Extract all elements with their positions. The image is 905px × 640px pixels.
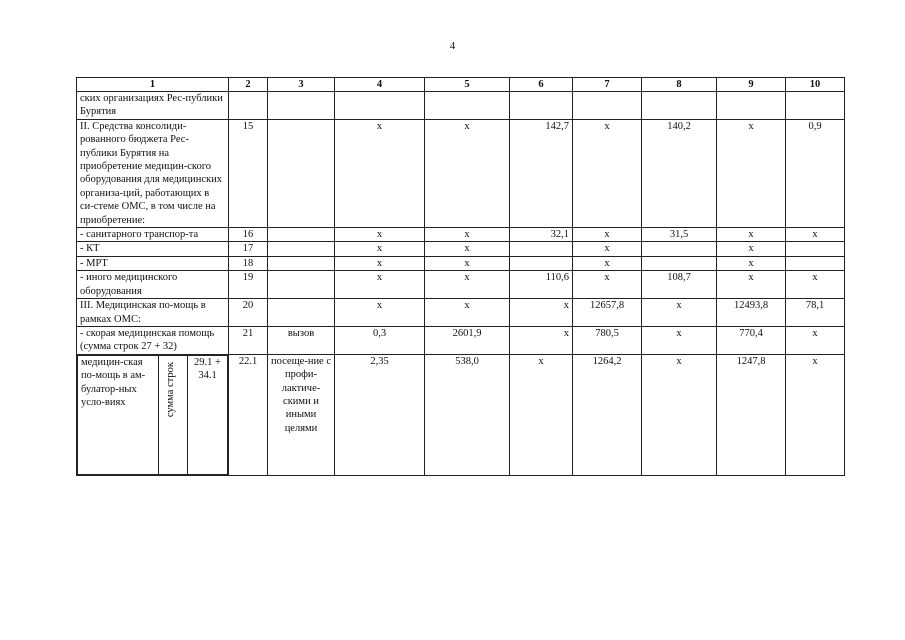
- value-cell: 0,9: [786, 119, 845, 227]
- unit-cell: [268, 299, 335, 327]
- row-number: 20: [229, 299, 268, 327]
- column-header: 7: [573, 78, 642, 92]
- value-cell: 12493,8: [717, 299, 786, 327]
- table-row: [77, 299, 845, 327]
- table-row: [77, 326, 845, 354]
- value-cell: 2601,9: [425, 326, 510, 354]
- value-cell: 780,5: [573, 326, 642, 354]
- value-cell: 538,0: [425, 354, 510, 475]
- value-cell: х: [335, 299, 425, 327]
- value-cell: [786, 256, 845, 270]
- row-name: - иного медицинского оборудования: [77, 271, 229, 299]
- unit-cell: [268, 92, 335, 120]
- value-cell: х: [510, 326, 573, 354]
- value-cell: х: [335, 119, 425, 227]
- value-cell: 110,6: [510, 271, 573, 299]
- value-cell: х: [642, 354, 717, 475]
- row-name: II. Средства консолиди-рованного бюджета Рес-публики Бурятия на приобретение медицин-ского оборудования для медицинских организа-ций, работающих в си-стеме ОМС, в том числе на приобретение:: [77, 119, 229, 227]
- value-cell: х: [425, 299, 510, 327]
- value-cell: 108,7: [642, 271, 717, 299]
- value-cell: 1247,8: [717, 354, 786, 475]
- value-cell: х: [717, 228, 786, 242]
- row-name: - санитарного транспор-та: [77, 228, 229, 242]
- value-cell: х: [510, 299, 573, 327]
- unit-cell: вызов: [268, 326, 335, 354]
- value-cell: [510, 242, 573, 256]
- formula-cell: 29.1 + 34.1: [188, 355, 228, 474]
- value-cell: [786, 92, 845, 120]
- value-cell: [510, 256, 573, 270]
- value-cell: [786, 242, 845, 256]
- value-cell: х: [425, 242, 510, 256]
- column-header: 6: [510, 78, 573, 92]
- column-header: 2: [229, 78, 268, 92]
- value-cell: 31,5: [642, 228, 717, 242]
- value-cell: х: [510, 354, 573, 475]
- value-cell: х: [573, 271, 642, 299]
- value-cell: х: [786, 326, 845, 354]
- row-name: ских организациях Рес-публики Бурятия: [77, 92, 229, 120]
- row-number: 17: [229, 242, 268, 256]
- column-header: 4: [335, 78, 425, 92]
- table-row: [77, 256, 845, 270]
- row-name: - скорая медицинская помощь (сумма строк 27 + 32): [77, 326, 229, 354]
- row-number: 18: [229, 256, 268, 270]
- value-cell: х: [573, 256, 642, 270]
- value-cell: 142,7: [510, 119, 573, 227]
- row-name: медицин-ская по-мощь в ам-булатор-ных усло-виях: [78, 355, 159, 474]
- value-cell: 0,3: [335, 326, 425, 354]
- value-cell: 1264,2: [573, 354, 642, 475]
- table-row: [77, 271, 845, 299]
- table-row: [77, 92, 845, 120]
- header-row: [77, 78, 845, 92]
- row-number: 16: [229, 228, 268, 242]
- value-cell: х: [573, 228, 642, 242]
- value-cell: х: [642, 326, 717, 354]
- value-cell: х: [425, 271, 510, 299]
- value-cell: х: [573, 119, 642, 227]
- value-cell: [717, 92, 786, 120]
- value-cell: х: [335, 242, 425, 256]
- row-number: 21: [229, 326, 268, 354]
- value-cell: [642, 256, 717, 270]
- row-name: III. Медицинская по-мощь в рамках ОМС:: [77, 299, 229, 327]
- column-header: 8: [642, 78, 717, 92]
- value-cell: х: [425, 119, 510, 227]
- value-cell: х: [425, 256, 510, 270]
- row-name: - МРТ: [77, 256, 229, 270]
- value-cell: [642, 92, 717, 120]
- row-number: 19: [229, 271, 268, 299]
- column-header: 5: [425, 78, 510, 92]
- column-header: 1: [77, 78, 229, 92]
- value-cell: 770,4: [717, 326, 786, 354]
- row-number: [229, 92, 268, 120]
- data-table: [76, 77, 845, 476]
- table-row-ambulatory: [77, 354, 845, 475]
- value-cell: [335, 92, 425, 120]
- value-cell: [642, 242, 717, 256]
- unit-cell: [268, 256, 335, 270]
- column-header: 3: [268, 78, 335, 92]
- value-cell: х: [335, 256, 425, 270]
- value-cell: х: [786, 228, 845, 242]
- unit-cell: [268, 228, 335, 242]
- row-name-composite: [77, 354, 229, 475]
- page-number: 4: [449, 40, 456, 52]
- value-cell: [573, 92, 642, 120]
- value-cell: х: [717, 119, 786, 227]
- vertical-label: сумма строк: [165, 361, 176, 417]
- value-cell: [425, 92, 510, 120]
- table-row: [77, 228, 845, 242]
- column-header: 10: [786, 78, 845, 92]
- value-cell: х: [717, 242, 786, 256]
- value-cell: 78,1: [786, 299, 845, 327]
- row-number: 15: [229, 119, 268, 227]
- unit-cell: [268, 242, 335, 256]
- table-row: [77, 119, 845, 227]
- column-header: 9: [717, 78, 786, 92]
- unit-cell: [268, 271, 335, 299]
- value-cell: х: [786, 354, 845, 475]
- unit-cell: [268, 119, 335, 227]
- value-cell: х: [642, 299, 717, 327]
- value-cell: х: [573, 242, 642, 256]
- value-cell: 12657,8: [573, 299, 642, 327]
- value-cell: х: [335, 228, 425, 242]
- row-name: - КТ: [77, 242, 229, 256]
- value-cell: 140,2: [642, 119, 717, 227]
- value-cell: 32,1: [510, 228, 573, 242]
- vertical-label-cell: [159, 355, 188, 474]
- value-cell: х: [425, 228, 510, 242]
- unit-cell: посеще-ние с профи-лактиче-скими и иными целями: [268, 354, 335, 475]
- value-cell: 2,35: [335, 354, 425, 475]
- value-cell: х: [717, 256, 786, 270]
- value-cell: [510, 92, 573, 120]
- value-cell: х: [717, 271, 786, 299]
- value-cell: х: [335, 271, 425, 299]
- table-row: [77, 242, 845, 256]
- row-number: 22.1: [229, 354, 268, 475]
- value-cell: х: [786, 271, 845, 299]
